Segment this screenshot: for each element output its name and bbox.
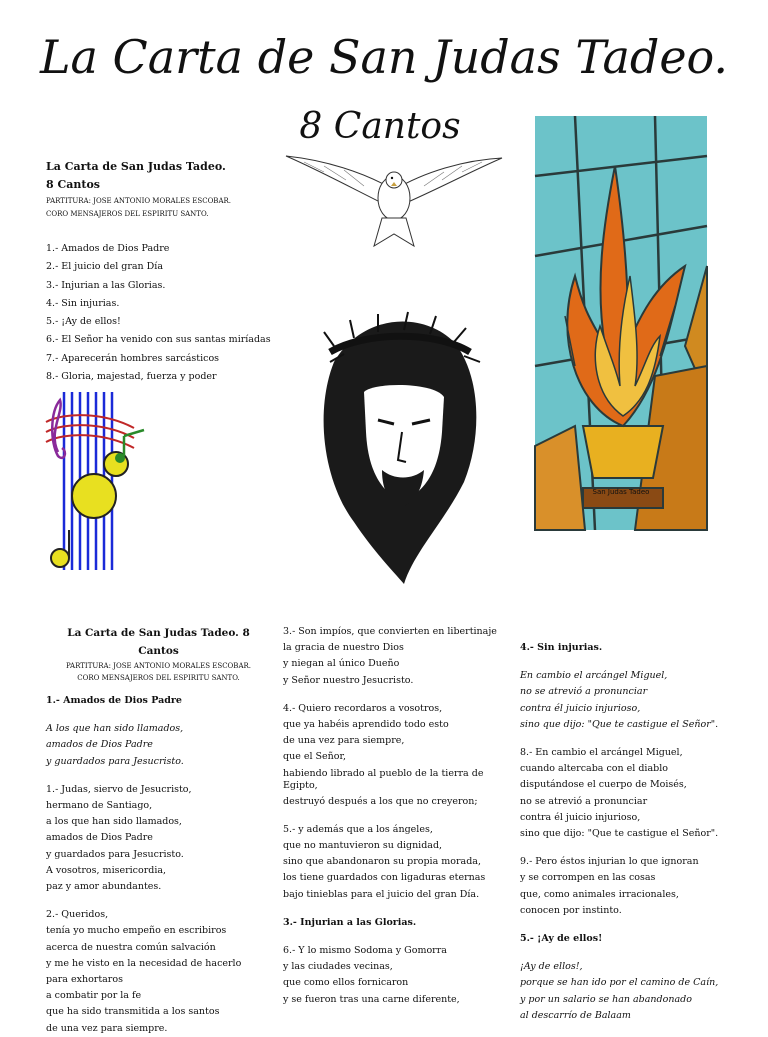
lyric-line: los tiene guardados con ligaduras eternas bbox=[283, 872, 486, 884]
lyric-line: 2.- Queridos, bbox=[46, 909, 109, 921]
song-item: 6.- El Señor ha venido con sus santas miríadas bbox=[46, 334, 271, 346]
song-item: 5.- ¡Ay de ellos! bbox=[46, 316, 121, 328]
lyric-line: y guardados para Jesucristo. bbox=[46, 755, 184, 767]
song-item: 3.- Injurian a las Glorias. bbox=[46, 279, 166, 291]
lyric-line: bajo tinieblas para el juicio del gran Día. bbox=[283, 888, 480, 900]
intro-block bbox=[46, 158, 286, 386]
lyric-line: de una vez para siempre. bbox=[46, 1022, 168, 1034]
lyric-line: que el Señor, bbox=[283, 751, 347, 763]
lyric-line: a los que han sido llamados, bbox=[46, 816, 182, 828]
section-heading: 3.- Injurian a las Glorias. bbox=[283, 916, 417, 928]
lyrics-column-3 bbox=[520, 640, 750, 1024]
song-item: 1.- Amados de Dios Padre bbox=[46, 243, 170, 254]
lyric-line: sino que dijo: "Que te castigue el Señor". bbox=[520, 828, 719, 840]
lyric-line: contra él juicio injurioso, bbox=[520, 702, 641, 714]
lyric-line: 1.- Judas, siervo de Jesucristo, bbox=[46, 783, 192, 795]
lyric-line: al descarrío de Balaam bbox=[520, 1009, 631, 1021]
lyric-line: y las ciudades vecinas, bbox=[283, 961, 393, 973]
lyric-line: paz y amor abundantes. bbox=[46, 881, 162, 893]
lyric-line: conocen por instinto. bbox=[520, 904, 622, 916]
lyric-line: acerca de nuestra común salvación bbox=[46, 941, 216, 953]
lyric-line: 3.- Son impíos, que convierten en libertinaje bbox=[283, 626, 497, 637]
window-caption: San Judas Tadeo bbox=[592, 488, 650, 496]
lyric-line: habiendo librado al pueblo de la tierra de Egipto, bbox=[283, 767, 484, 791]
lyric-line: sino que dijo: "Que te castigue el Señor". bbox=[520, 718, 719, 730]
stained-glass-flame-icon bbox=[535, 116, 707, 530]
col1-credit-1: PARTITURA: JOSE ANTONIO MORALES ESCOBAR. bbox=[65, 662, 251, 670]
lyric-line: y Señor nuestro Jesucristo. bbox=[283, 674, 414, 686]
lyric-line: amados de Dios Padre bbox=[46, 832, 153, 844]
intro-credit-1: PARTITURA: JOSE ANTONIO MORALES ESCOBAR. bbox=[46, 197, 232, 205]
lyric-line: que ya habéis aprendido todo esto bbox=[283, 719, 449, 731]
jesus-crown-of-thorns-icon bbox=[294, 302, 500, 584]
lyric-line: En cambio el arcángel Miguel, bbox=[520, 670, 668, 682]
lyric-line: y me he visto en la necesidad de hacerlo bbox=[46, 957, 242, 969]
intro-credit-2: CORO MENSAJEROS DEL ESPIRITU SANTO. bbox=[46, 210, 209, 218]
lyric-line: disputándose el cuerpo de Moisés, bbox=[520, 779, 687, 791]
intro-title: La Carta de San Judas Tadeo. bbox=[46, 160, 226, 173]
lyric-line: 4.- Quiero recordaros a vosotros, bbox=[283, 702, 443, 714]
intro-subtitle: 8 Cantos bbox=[46, 178, 100, 191]
lyric-line: no se atrevió a pronunciar bbox=[520, 795, 648, 807]
dove-icon bbox=[284, 150, 504, 250]
song-item: 8.- Gloria, majestad, fuerza y poder bbox=[46, 371, 217, 383]
lyric-line: que no mantuvieron su dignidad, bbox=[283, 840, 443, 852]
lyric-line: y por un salario se han abandonado bbox=[520, 993, 692, 1005]
lyric-line: 9.- Pero éstos injurian lo que ignoran bbox=[520, 856, 699, 868]
lyric-line: sino que abandonaron su propia morada, bbox=[283, 856, 481, 868]
lyric-line: 5.- y además que a los ángeles, bbox=[283, 823, 433, 835]
lyric-line: de una vez para siempre, bbox=[283, 735, 405, 747]
section-heading: 5.- ¡Ay de ellos! bbox=[520, 933, 603, 945]
lyric-line: contra él juicio injurioso, bbox=[520, 811, 641, 823]
lyric-line: amados de Dios Padre bbox=[46, 739, 153, 751]
lyric-line: a combatir por la fe bbox=[46, 990, 142, 1002]
lyric-line: que, como animales irracionales, bbox=[520, 888, 679, 900]
music-notes-icon bbox=[44, 392, 150, 570]
page-title: La Carta de San Judas Tadeo. bbox=[39, 30, 729, 84]
lyric-line: ¡Ay de ellos!, bbox=[520, 961, 583, 973]
lyrics-column-1 bbox=[46, 624, 271, 1037]
section-heading: 4.- Sin injurias. bbox=[520, 642, 603, 653]
lyric-line: hermano de Santiago, bbox=[46, 800, 153, 812]
lyric-line: la gracia de nuestro Dios bbox=[283, 642, 404, 654]
lyrics-column-2 bbox=[283, 624, 498, 1008]
lyric-line: 6.- Y lo mismo Sodoma y Gomorra bbox=[283, 945, 447, 957]
col1-title: La Carta de San Judas Tadeo. 8 Cantos bbox=[67, 627, 250, 657]
lyric-line: 8.- En cambio el arcángel Miguel, bbox=[520, 747, 683, 759]
song-item: 4.- Sin injurias. bbox=[46, 297, 120, 309]
page-subtitle: 8 Cantos bbox=[299, 106, 461, 147]
lyric-line: porque se han ido por el camino de Caín, bbox=[520, 977, 719, 989]
lyric-line: y niegan al único Dueño bbox=[283, 658, 400, 670]
song-list bbox=[46, 240, 286, 386]
lyric-line: y se fueron tras una carne diferente, bbox=[283, 993, 460, 1005]
lyric-line: no se atrevió a pronunciar bbox=[520, 686, 648, 698]
lyric-line: cuando altercaba con el diablo bbox=[520, 763, 668, 775]
lyric-line: destruyó después a los que no creyeron; bbox=[283, 795, 478, 807]
lyric-line: tenía yo mucho empeño en escribiros bbox=[46, 925, 227, 937]
lyric-line: A vosotros, misericordia, bbox=[46, 864, 167, 876]
lyric-line: y guardados para Jesucristo. bbox=[46, 848, 184, 860]
lyric-line: y se corrompen en las cosas bbox=[520, 872, 656, 884]
lyric-line: A los que han sido llamados, bbox=[46, 723, 184, 735]
song-item: 7.- Aparecerán hombres sarcásticos bbox=[46, 352, 220, 364]
lyric-line: para exhortaros bbox=[46, 974, 123, 986]
section-heading: 1.- Amados de Dios Padre bbox=[46, 695, 182, 706]
lyric-line: que ha sido transmitida a los santos bbox=[46, 1006, 220, 1018]
song-item: 2.- El juicio del gran Día bbox=[46, 261, 163, 273]
col1-credit-2: CORO MENSAJEROS DEL ESPIRITU SANTO. bbox=[77, 674, 240, 682]
lyric-line: que como ellos fornicaron bbox=[283, 977, 409, 989]
